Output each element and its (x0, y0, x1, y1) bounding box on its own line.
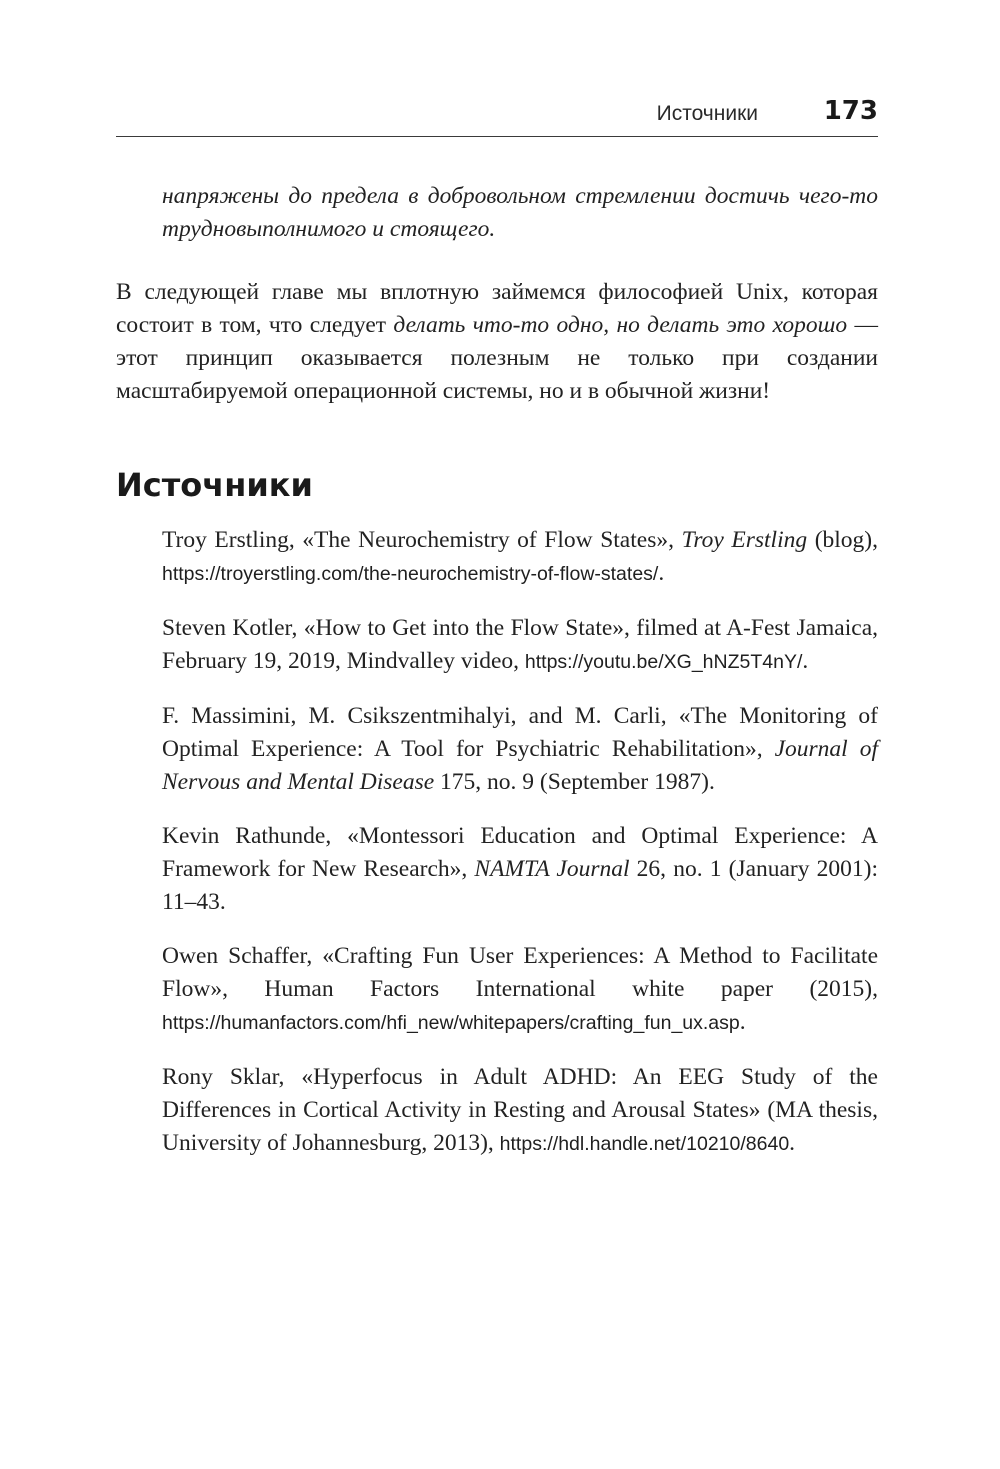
reference-text: Owen Schaffer, «Crafting Fun User Experiences: A Method to Facilitate Flow», Human Factors International white paper (2015), (162, 943, 878, 1002)
reference-text: Steven Kotler, «How to Get into the Flow State», filmed at A-Fest Jamaica, February 19, 2019, Mindvalley video, (162, 615, 878, 674)
section-heading: Источники (116, 466, 313, 504)
paragraph-text-end: — этот принцип оказывается полезным не только при создании масштабируемой операционной системы, но и в обычной жизни! (116, 312, 878, 404)
reference-end: . (658, 560, 665, 586)
reference-link[interactable]: https://humanfactors.com/hfi_new/whitepapers/crafting_fun_ux.asp (162, 1012, 740, 1034)
reference-text: Kevin Rathunde, «Montessori Education and Optimal Experience: A Framework for New Research», (162, 823, 878, 882)
reference-item (162, 524, 878, 591)
reference-list (162, 524, 878, 1182)
running-header-title: Источники (656, 102, 758, 125)
reference-text: Troy Erstling, «The Neurochemistry of Flow States», (162, 527, 682, 553)
reference-link[interactable]: https://troyerstling.com/the-neurochemistry-of-flow-states/ (162, 563, 659, 585)
reference-item (162, 612, 878, 679)
quote-continuation: напряжены до предела в добровольном стремлении достичь чего-то трудновыполнимого и стоящего. (162, 183, 878, 242)
page-number: 173 (823, 96, 878, 126)
reference-text: (blog), (807, 527, 878, 553)
reference-link[interactable]: https://youtu.be/XG_hNZ5T4nY/ (524, 651, 803, 673)
reference-item (162, 940, 878, 1040)
reference-item (162, 700, 878, 799)
reference-text: 175, no. 9 (September 1987). (434, 769, 715, 795)
reference-publication: NAMTA Journal (474, 856, 630, 882)
reference-publication: Journal of Nervous and Mental Disease (162, 736, 878, 795)
reference-item (162, 1061, 878, 1161)
reference-end: . (802, 648, 809, 674)
body-paragraph (116, 276, 878, 408)
reference-link[interactable]: https://hdl.handle.net/10210/8640 (499, 1133, 790, 1155)
reference-end: . (739, 1009, 746, 1035)
reference-publication: Troy Erstling (681, 527, 808, 553)
reference-text: Rony Sklar, «Hyperfocus in Adult ADHD: An EEG Study of the Differences in Cortical Activity in Resting and Arousal States» (MA thesis, University of Johannesburg, 2013), (162, 1064, 878, 1156)
reference-end: . (789, 1130, 796, 1156)
paragraph-emphasis: делать что-то одно, но делать это хорошо (393, 312, 848, 338)
paragraph-text: В следующей главе мы вплотную займемся философией Unix, которая состоит в том, что следует (116, 279, 878, 338)
running-header (116, 96, 878, 137)
reference-text: 26, no. 1 (January 2001): 11–43. (162, 856, 878, 915)
reference-item (162, 820, 878, 919)
reference-text: F. Massimini, M. Csikszentmihalyi, and M. Carli, «The Monitoring of Optimal Experience: A Tool for Psychiatric Rehabilitation», (162, 703, 878, 762)
